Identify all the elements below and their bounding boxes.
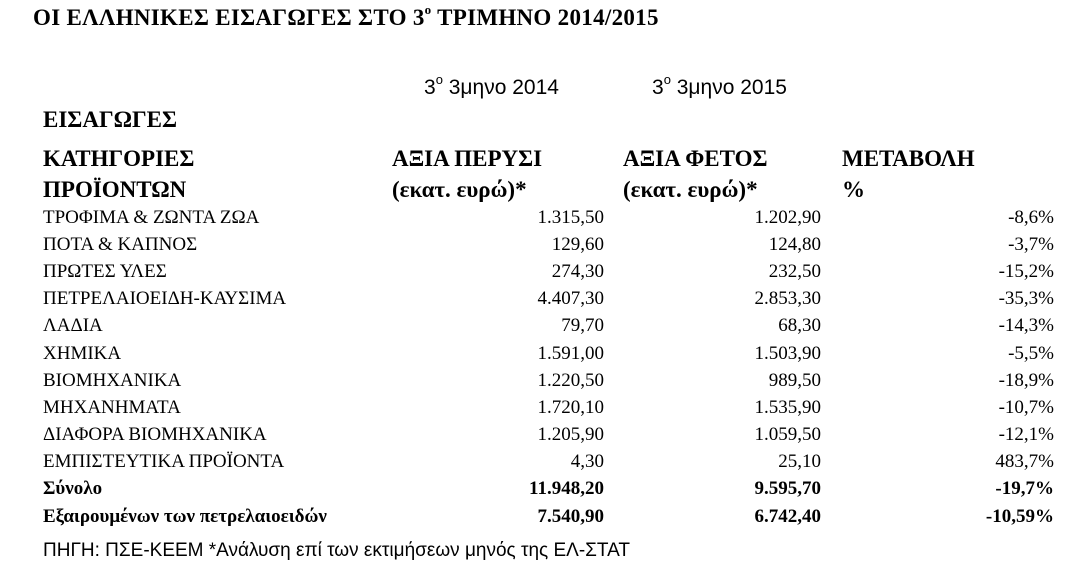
- this-year-cell: 1.503,90: [754, 342, 821, 364]
- header-change-line2: %: [842, 177, 865, 202]
- table-row: [43, 367, 1054, 394]
- header-change: [842, 143, 975, 205]
- change-cell: 483,7%: [995, 451, 1054, 473]
- period-text: 3μηνο 2015: [670, 76, 787, 99]
- category-cell: ΜΗΧΑΝΗΜΑΤΑ: [43, 396, 181, 418]
- title-tail: ΤΡΙΜΗΝΟ 2014/2015: [431, 5, 659, 30]
- change-cell: -15,2%: [998, 260, 1054, 282]
- table-row: [43, 286, 1054, 313]
- total-row: [43, 476, 1054, 503]
- last-year-cell: 1.315,50: [537, 206, 604, 228]
- table-row: [43, 340, 1054, 367]
- category-cell: ΔΙΑΦΟΡΑ ΒΙΟΜΗΧΑΝΙΚΑ: [43, 424, 267, 446]
- header-change-line1: ΜΕΤΑΒΟΛΗ: [842, 146, 975, 171]
- category-cell: ΠΕΤΡΕΛΑΙΟΕΙΔΗ-ΚΑΥΣΙΜΑ: [43, 288, 287, 310]
- header-this-year-line1: ΑΞΙΑ ΦΕΤΟΣ: [623, 146, 768, 171]
- period-text: 3μηνο 2014: [442, 76, 559, 99]
- this-year-cell: 25,10: [778, 451, 821, 473]
- period-number: 3: [424, 76, 436, 99]
- change-cell: -35,3%: [998, 288, 1054, 310]
- this-year-cell: 68,30: [778, 315, 821, 337]
- change-cell: -3,7%: [1008, 233, 1054, 255]
- change-cell: -12,1%: [998, 424, 1054, 446]
- last-year-cell: 4,30: [570, 451, 604, 473]
- change-cell: -19,7%: [995, 478, 1054, 500]
- last-year-cell: 11.948,20: [529, 478, 604, 500]
- period-number: 3: [652, 76, 664, 99]
- period-superscript: ο: [435, 72, 443, 87]
- category-cell: ΧΗΜΙΚΑ: [43, 342, 122, 364]
- source-note: ΠΗΓΗ: ΠΣΕ-ΚΕΕΜ *Ανάλυση επί των εκτιμήσεων μηνός της ΕΛ-ΣΤΑΤ: [43, 540, 630, 561]
- header-last-year: [392, 143, 542, 205]
- this-year-cell: 2.853,30: [754, 288, 821, 310]
- table-row: [43, 449, 1054, 476]
- last-year-cell: 1.591,00: [537, 342, 604, 364]
- period-2014-label: [424, 72, 559, 100]
- category-cell: ΠΟΤΑ & ΚΑΠΝΟΣ: [43, 233, 198, 255]
- period-2015-label: [652, 72, 787, 100]
- excluding-oil-row: [43, 503, 1054, 530]
- table-row: [43, 231, 1054, 258]
- document-title: [33, 2, 659, 31]
- table-row: [43, 422, 1054, 449]
- change-cell: -14,3%: [998, 315, 1054, 337]
- this-year-cell: 989,50: [768, 369, 821, 391]
- last-year-cell: 1.220,50: [537, 369, 604, 391]
- table-row: [43, 204, 1054, 231]
- title-text: ΟΙ ΕΛΛΗΝΙΚΕΣ ΕΙΣΑΓΩΓΕΣ ΣΤΟ 3: [33, 5, 425, 30]
- table-row: [43, 258, 1054, 285]
- category-cell: Σύνολο: [43, 478, 103, 500]
- section-label: ΕΙΣΑΓΩΓΕΣ: [43, 107, 178, 132]
- last-year-cell: 274,30: [551, 260, 604, 282]
- period-superscript: ο: [663, 72, 671, 87]
- change-cell: -8,6%: [1008, 206, 1054, 228]
- this-year-cell: 1.059,50: [754, 424, 821, 446]
- header-category-line2: ΠΡΟΪΟΝΤΩΝ: [43, 177, 187, 202]
- table-row: [43, 313, 1054, 340]
- header-last-year-line1: ΑΞΙΑ ΠΕΡΥΣΙ: [392, 146, 543, 171]
- header-this-year: [623, 143, 768, 205]
- category-cell: ΛΑΔΙΑ: [43, 315, 103, 337]
- this-year-cell: 9.595,70: [754, 478, 821, 500]
- this-year-cell: 1.535,90: [754, 396, 821, 418]
- this-year-cell: 6.742,40: [754, 505, 821, 527]
- change-cell: -10,59%: [985, 505, 1054, 527]
- this-year-cell: 124,80: [768, 233, 821, 255]
- last-year-cell: 129,60: [551, 233, 604, 255]
- this-year-cell: 1.202,90: [754, 206, 821, 228]
- change-cell: -18,9%: [998, 369, 1054, 391]
- title-superscript: ο: [424, 2, 432, 18]
- last-year-cell: 1.205,90: [537, 424, 604, 446]
- this-year-cell: 232,50: [768, 260, 821, 282]
- category-cell: Εξαιρουμένων των πετρελαιοειδών: [43, 505, 327, 527]
- header-last-year-line2: (εκατ. ευρώ)*: [392, 177, 527, 202]
- category-cell: ΕΜΠΙΣΤΕΥΤΙΚΑ ΠΡΟΪΟΝΤΑ: [43, 451, 285, 473]
- category-cell: ΠΡΩΤΕΣ ΥΛΕΣ: [43, 260, 167, 282]
- last-year-cell: 79,70: [561, 315, 604, 337]
- last-year-cell: 7.540,90: [537, 505, 604, 527]
- change-cell: -5,5%: [1008, 342, 1054, 364]
- last-year-cell: 1.720,10: [537, 396, 604, 418]
- table-row: [43, 394, 1054, 421]
- header-this-year-line2: (εκατ. ευρώ)*: [623, 177, 758, 202]
- imports-table: [43, 204, 1054, 530]
- category-cell: ΒΙΟΜΗΧΑΝΙΚΑ: [43, 369, 182, 391]
- header-category: [43, 143, 194, 205]
- change-cell: -10,7%: [998, 396, 1054, 418]
- category-cell: ΤΡΟΦΙΜΑ & ΖΩΝΤΑ ΖΩΑ: [43, 206, 260, 228]
- header-category-line1: ΚΑΤΗΓΟΡΙΕΣ: [43, 146, 195, 171]
- last-year-cell: 4.407,30: [537, 288, 604, 310]
